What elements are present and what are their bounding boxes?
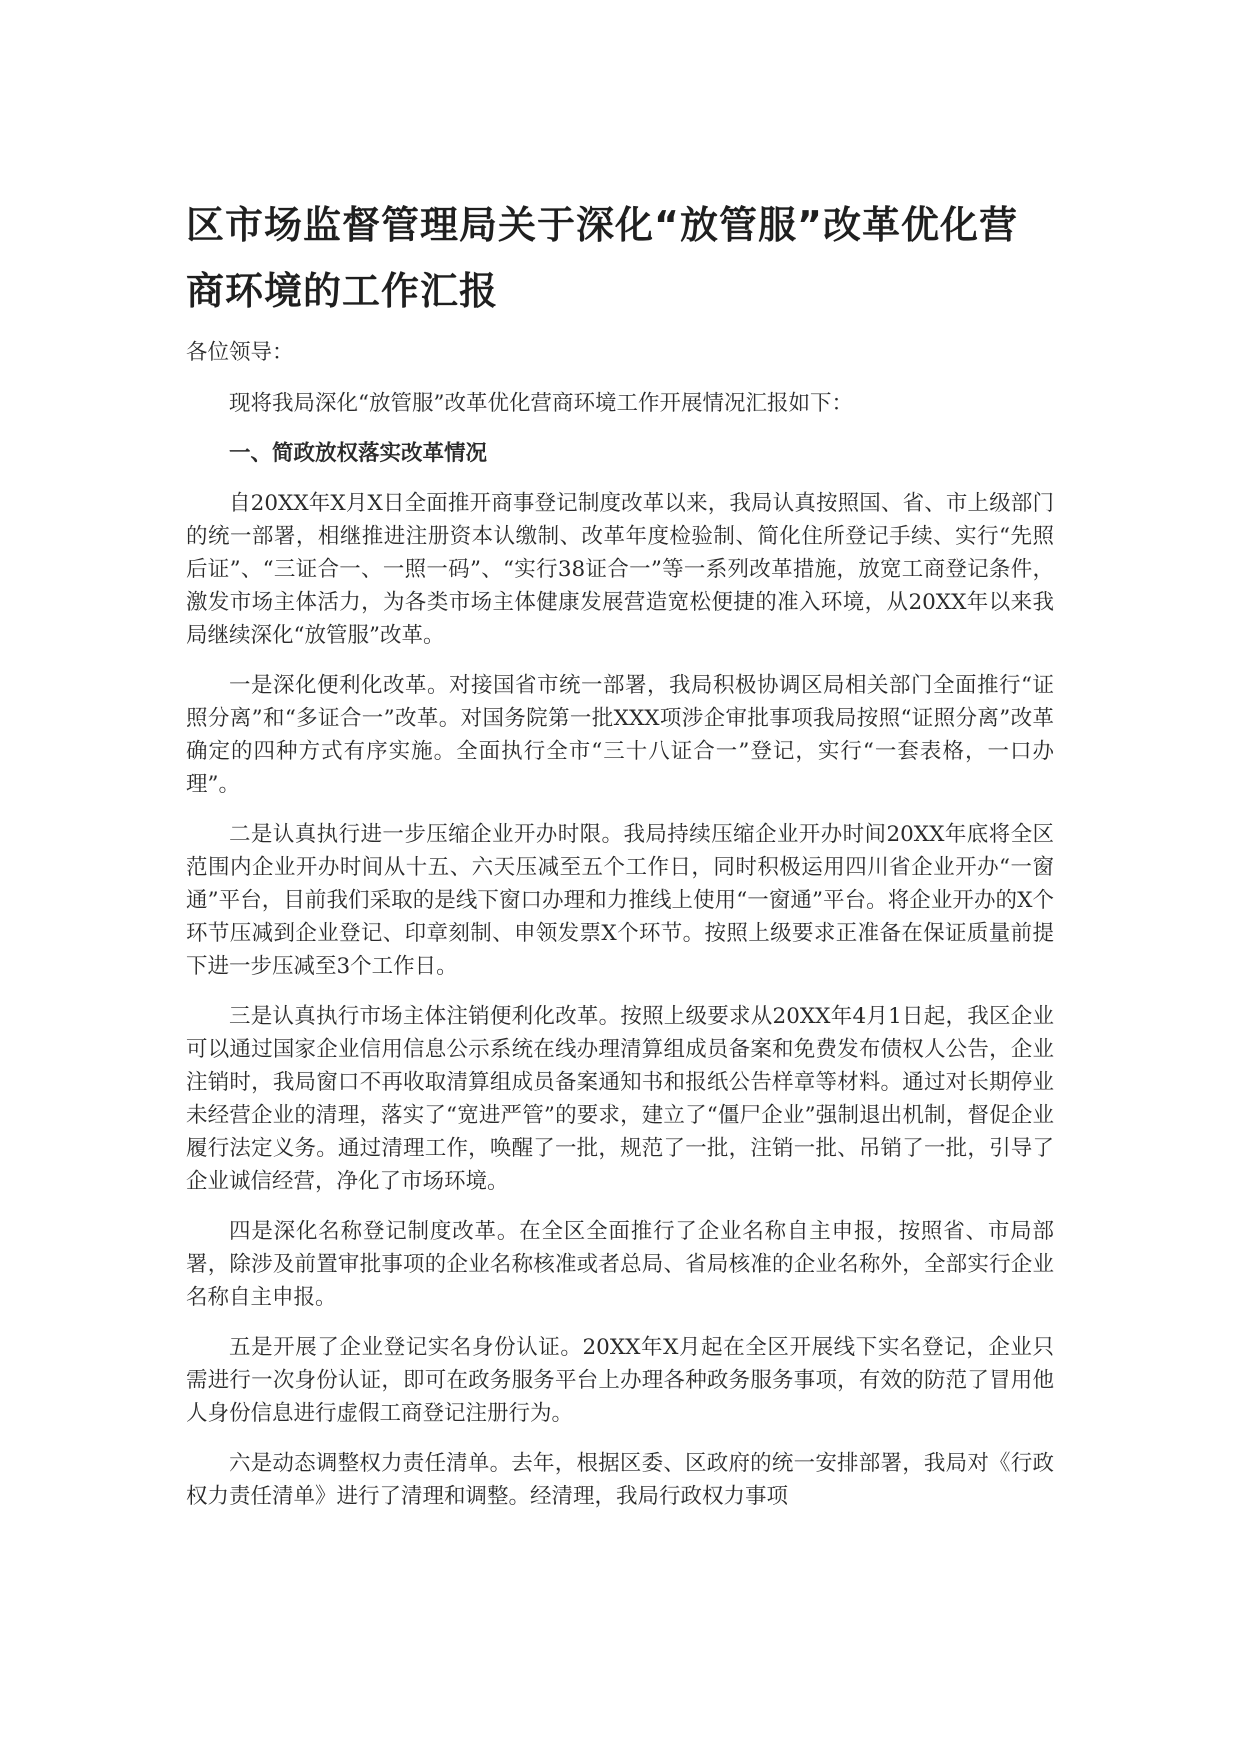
body-paragraph: 一是深化便利化改革。对接国省市统一部署，我局积极协调区局相关部门全面推行“证照分离”和“多证合一”改革。对国务院第一批XXX项涉企审批事项我局按照“证照分离”改革确定的四种方式有序实施。全面执行全市“三十八证合一”登记，实行“一套表格，一口办理”。 [186, 673, 1054, 797]
salutation: 各位领导： [186, 340, 294, 365]
document-page [186, 192, 1054, 1530]
body-paragraph: 四是深化名称登记制度改革。在全区全面推行了企业名称自主申报，按照省、市局部署，除涉及前置审批事项的企业名称核准或者总局、省局核准的企业名称外，全部实行企业名称自主申报。 [186, 1219, 1054, 1310]
body-paragraph: 六是动态调整权力责任清单。去年，根据区委、区政府的统一安排部署，我局对《行政权力责任清单》进行了清理和调整。经清理，我局行政权力事项 [186, 1451, 1054, 1509]
body-paragraph: 五是开展了企业登记实名身份认证。20XX年X月起在全区开展线下实名登记，企业只需进行一次身份认证，即可在政务服务平台上办理各种政务服务事项，有效的防范了冒用他人身份信息进行虚假工商登记注册行为。 [186, 1335, 1054, 1426]
document-title: 区市场监督管理局关于深化“放管服”改革优化营商环境的工作汇报 [186, 203, 1018, 313]
body-paragraph: 自20XX年X月X日全面推开商事登记制度改革以来，我局认真按照国、省、市上级部门的统一部署，相继推进注册资本认缴制、改革年度检验制、简化住所登记手续、实行“先照后证”、“三证合一、一照一码”、“实行38证合一”等一系列改革措施，放宽工商登记条件，激发市场主体活力，为各类市场主体健康发展营造宽松便捷的准入环境，从20XX年以来我局继续深化“放管服”改革。 [186, 491, 1054, 648]
section-heading: 一、简政放权落实改革情况 [229, 441, 488, 466]
intro-paragraph: 现将我局深化“放管服”改革优化营商环境工作开展情况汇报如下： [229, 391, 853, 416]
body-paragraph: 三是认真执行市场主体注销便利化改革。按照上级要求从20XX年4月1日起，我区企业可以通过国家企业信用信息公示系统在线办理清算组成员备案和免费发布债权人公告，企业注销时，我局窗口不再收取清算组成员备案通知书和报纸公告样章等材料。通过对长期停业未经营企业的清理，落实了“宽进严管”的要求，建立了“僵尸企业”强制退出机制，督促企业履行法定义务。通过清理工作，唤醒了一批，规范了一批，注销一批、吊销了一批，引导了企业诚信经营，净化了市场环境。 [186, 1004, 1054, 1194]
body-paragraph: 二是认真执行进一步压缩企业开办时限。我局持续压缩企业开办时间20XX年底将全区范围内企业开办时间从十五、六天压减至五个工作日，同时积极运用四川省企业开办“一窗通”平台，目前我们采取的是线下窗口办理和力推线上使用“一窗通”平台。将企业开办的X个环节压减到企业登记、印章刻制、申领发票X个环节。按照上级要求正准备在保证质量前提下进一步压减至3个工作日。 [186, 822, 1054, 979]
